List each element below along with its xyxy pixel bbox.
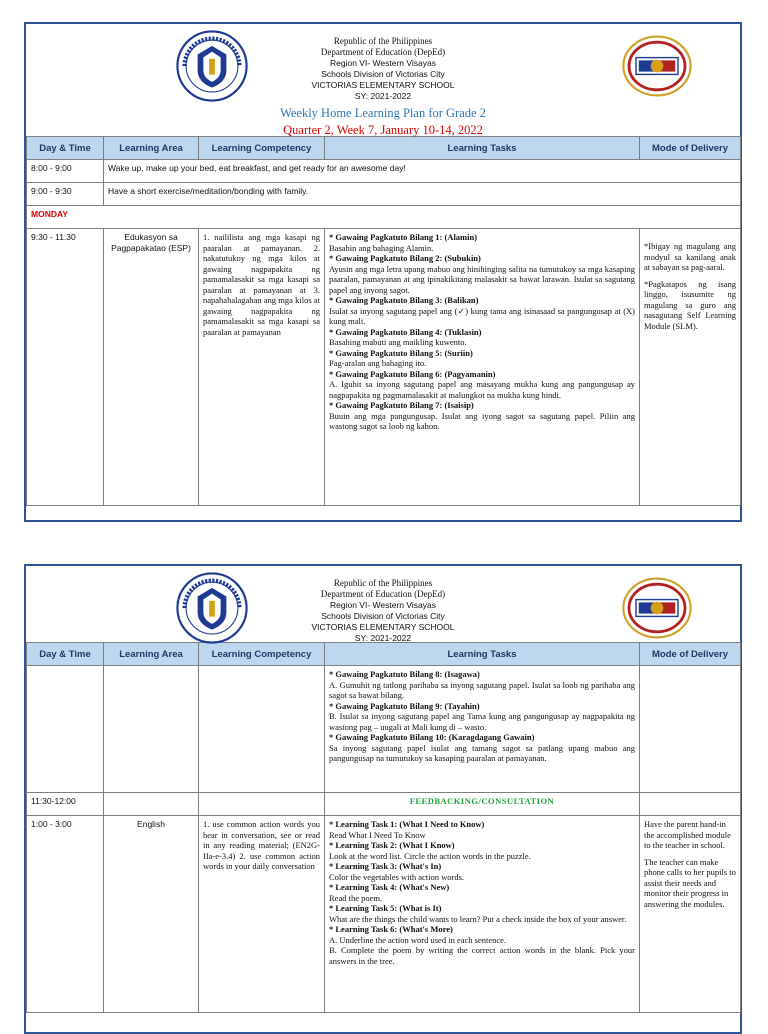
learning-area — [104, 793, 199, 816]
task-item: * Gawaing Pagkatuto Bilang 9: (Tayahin) B. Isulat sa inyong sagutang papel ang Tama kung ang pangungusap ay nagpapakita ng wastong pag – uugali at Mali kung di – wasto. — [329, 700, 635, 732]
document-header — [26, 24, 740, 136]
col-day-time: Day & Time — [27, 643, 104, 666]
col-learning-area: Learning Area — [104, 137, 199, 160]
col-learning-area: Learning Area — [104, 643, 199, 666]
header-line-3: Region VI- Western Visayas — [330, 58, 436, 68]
task-item: * Gawaing Pagkatuto Bilang 3: (Balikan) Isulat sa inyong sagutang papel ang (✓) kung tama ang isinasaad sa pangungusap at (X) kung mali. — [329, 295, 635, 326]
row-activity: Wake up, make up your bed, eat breakfast, and get ready for an awesome day! — [104, 160, 741, 183]
row-time: 9:00 - 9:30 — [27, 183, 104, 206]
learning-area: Edukasyon sa Pagpapakatao (ESP) — [104, 229, 199, 506]
plan-table-1 — [26, 136, 741, 506]
task-item: * Learning Task 5: (What is It) What are the things the child wants to learn? Put a check inside the box of your answer. — [329, 903, 627, 924]
plan-page-2 — [24, 564, 742, 1034]
col-tasks: Learning Tasks — [325, 137, 640, 160]
document-header — [26, 566, 740, 642]
learning-tasks — [325, 229, 640, 506]
header-line-5: VICTORIAS ELEMENTARY SCHOOL — [311, 80, 455, 90]
table-row — [27, 666, 741, 793]
day-row — [27, 206, 741, 229]
mode-of-delivery — [640, 229, 741, 506]
learning-tasks — [325, 816, 640, 1013]
header-line-4: Schools Division of Victorias City — [321, 69, 445, 79]
row-time: 1:00 - 3:00 — [27, 816, 104, 1013]
mode-of-delivery — [640, 793, 741, 816]
task-item: B. Complete the poem by writing the correct action words in the blank. Pick your answers in the tree. — [329, 945, 635, 966]
task-item: * Learning Task 6: (What's More) A. Underline the action word used in each sentence. — [329, 924, 507, 945]
table-row — [27, 183, 741, 206]
col-competency: Learning Competency — [199, 137, 325, 160]
task-item: * Gawaing Pagkatuto Bilang 1: (Alamin) Basahin ang bahaging Alamin. — [329, 232, 478, 253]
task-item: * Gawaing Pagkatuto Bilang 8: (Isagawa) A. Gumuhit ng tatlong parihaba sa inyong sagutang papel. Isulat sa loob ng parihaba ang sagot sa bawat bilang. — [329, 669, 635, 700]
header-line-6: SY: 2021-2022 — [354, 633, 412, 643]
plan-subtitle: Quarter 2, Week 7, January 10-14, 2022 — [283, 123, 483, 137]
mode-note: *Ibigay ng magulang ang modyul sa kanilang anak at sabayan sa pag-aaral. — [644, 241, 736, 272]
table-row — [27, 816, 741, 1013]
col-day-time: Day & Time — [27, 137, 104, 160]
row-time — [27, 666, 104, 793]
task-item: * Learning Task 2: (What I Know) Look at the word list. Circle the action words in the puzzle. — [329, 840, 531, 861]
learning-competency — [199, 666, 325, 793]
task-item: * Gawaing Pagkatuto Bilang 6: (Pagyamanin) A. Iguhit sa inyong sagutang papel ang masayang mukha kung ang pangungusap ay nagpapakita ng pagmamalasakit at malungkot na mukha kung hindi. — [329, 368, 635, 400]
learning-area — [104, 666, 199, 793]
table-header-row — [27, 643, 741, 666]
mode-of-delivery — [640, 816, 741, 1013]
header-line-5: VICTORIAS ELEMENTARY SCHOOL — [311, 622, 455, 632]
learning-competency: 1. naililista ang mga kasapi ng paaralan at pamayanan. 2. nakatutukoy ng mga kilos at gawaing nagpapakita ng pamamalasakit sa mga kasapi sa paaralan at pamayanan at 3. napahahalagahan ang mga kilos at gawaing nagpapakita ng pamamalasakit sa mga kasapi sa paaralan at pamayanan — [199, 229, 325, 506]
header-line-2: Department of Education (DepEd) — [320, 47, 446, 57]
col-tasks: Learning Tasks — [325, 643, 640, 666]
plan-title: Weekly Home Learning Plan for Grade 2 — [280, 106, 486, 120]
task-item: * Learning Task 3: (What's In) Color the vegetables with action words. — [329, 861, 465, 882]
day-label: MONDAY — [27, 206, 741, 229]
mode-of-delivery — [640, 666, 741, 793]
row-time: 9:30 - 11:30 — [27, 229, 104, 506]
plan-table-2 — [26, 642, 741, 1013]
feedback-label: FEEDBACKING/CONSULTATION — [325, 793, 640, 816]
learning-area: English — [104, 816, 199, 1013]
table-header-row — [27, 137, 741, 160]
learning-tasks — [325, 666, 640, 793]
mode-note: The teacher can make phone calls to her pupils to assist their needs and monitor their progress in answering the modules. — [644, 856, 736, 909]
plan-page-1 — [24, 22, 742, 522]
learning-competency — [199, 793, 325, 816]
header-line-2: Department of Education (DepEd) — [320, 589, 446, 599]
task-item: * Learning Task 4: (What's New) Read the poem. — [329, 882, 450, 903]
mode-note: Have the parent hand-in the accomplished module to the teacher in school. — [644, 819, 731, 850]
header-line-4: Schools Division of Victorias City — [321, 611, 445, 621]
row-activity: Have a short exercise/meditation/bonding with family. — [104, 183, 741, 206]
task-item: * Gawaing Pagkatuto Bilang 10: (Karagdagang Gawain) Sa inyong sagutang papel isulat ang tamang sagot sa patlang upang mabuo ang pangungusap na tumutukoy sa kasaping paaralan at pamayanan. — [329, 732, 635, 763]
task-item: * Gawaing Pagkatuto Bilang 4: (Tuklasin) Basahing mabuti ang maikling kuwento. — [329, 326, 482, 347]
table-row — [27, 229, 741, 506]
table-row — [27, 160, 741, 183]
col-mode: Mode of Delivery — [640, 137, 741, 160]
header-line-6: SY: 2021-2022 — [354, 91, 412, 101]
col-mode: Mode of Delivery — [640, 643, 741, 666]
header-line-1: Republic of the Philippines — [333, 36, 433, 46]
row-time: 8:00 - 9:00 — [27, 160, 104, 183]
col-competency: Learning Competency — [199, 643, 325, 666]
task-item: * Gawaing Pagkatuto Bilang 7: (Isaisip) Buuin ang mga pangungusap. Isulat ang iyong sagot sa sagutang papel. Piliin ang wastong sagot sa loob ng kahon. — [329, 400, 635, 431]
header-line-1: Republic of the Philippines — [333, 578, 433, 588]
task-item: * Learning Task 1: (What I Need to Know) Read What I Need To Know — [329, 819, 485, 840]
learning-competency: 1. use common action words you hear in conversation, see or read in any reading material; (EN2G-IIa-e-3.4) 2. use common action words in your daily conversation — [199, 816, 325, 1013]
table-row — [27, 793, 741, 816]
mode-note: *Pagkatapos ng isang linggo, isusumite ng magulang sa guro ang nasagutang Self Learning Module (SLM). — [644, 278, 736, 331]
task-item: * Gawaing Pagkatuto Bilang 2: (Subukin) Ayusin ang mga letra upang mabuo ang hinihinging salita na tumutukoy sa mga kasaping paaralan, pamayanan at ang ipinakikitang malasakit sa bawat larawan. Isulat sa sagutang papel ang inyong sagot. — [329, 253, 635, 295]
header-line-3: Region VI- Western Visayas — [330, 600, 436, 610]
row-time: 11:30-12:00 — [27, 793, 104, 816]
task-item: * Gawaing Pagkatuto Bilang 5: (Suriin) Pag-aralan ang bahaging ito. — [329, 347, 473, 368]
